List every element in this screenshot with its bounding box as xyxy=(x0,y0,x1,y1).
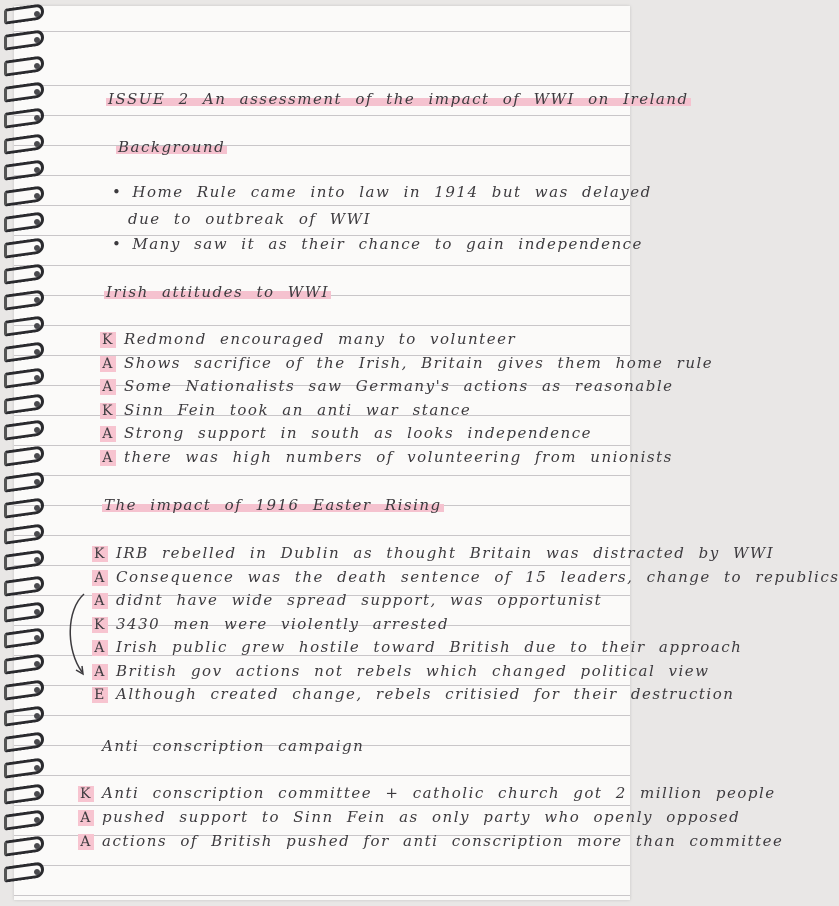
list-item xyxy=(92,638,742,656)
spiral-coil xyxy=(4,682,44,696)
spiral-coil xyxy=(4,6,44,20)
spiral-coil xyxy=(4,734,44,748)
point-text: Some Nationalists saw Germany's actions as reasonable xyxy=(124,377,674,395)
list-item xyxy=(92,544,774,562)
point-text: Shows sacrifice of the Irish, Britain gives them home rule xyxy=(124,353,714,372)
spiral-coil xyxy=(4,266,44,280)
spiral-coil xyxy=(4,578,44,592)
spiral-coil xyxy=(4,188,44,202)
spiral-coil xyxy=(4,786,44,800)
point-text: pushed support to Sinn Fein as only party who openly opposed xyxy=(102,808,741,826)
list-item xyxy=(92,568,839,586)
point-text: Anti conscription committee + catholic church got 2 million people xyxy=(102,784,776,802)
list-item xyxy=(78,784,776,802)
bullet-icon: • xyxy=(112,235,123,253)
spiral-coil xyxy=(4,760,44,774)
spiral-coil xyxy=(4,240,44,254)
list-item xyxy=(92,662,710,680)
point-tag: A xyxy=(92,640,108,656)
point-text: actions of British pushed for anti conscription more than committee xyxy=(102,832,784,850)
point-text: didnt have wide spread support, was opportunist xyxy=(116,591,603,609)
background-bullet-2: • Many saw it as their chance to gain independence xyxy=(112,235,643,253)
background-bullet-1-cont: due to outbreak of WWI xyxy=(128,210,372,228)
point-text: Redmond encouraged many to volunteer xyxy=(124,330,517,348)
spiral-coil xyxy=(4,552,44,566)
easter-heading: The impact of 1916 Easter Rising xyxy=(104,496,442,514)
title xyxy=(106,90,691,108)
spiral-coil xyxy=(4,84,44,98)
list-item xyxy=(92,591,602,609)
spiral-coil xyxy=(4,292,44,306)
spiral-coil xyxy=(4,630,44,644)
title-text: ISSUE 2 An assessment of the impact of WWI on Ireland xyxy=(108,90,689,108)
point-tag: K xyxy=(92,546,108,562)
spiral-coil xyxy=(4,474,44,488)
spiral-coil xyxy=(4,526,44,540)
spiral-coil xyxy=(4,344,44,358)
spiral-coil xyxy=(4,500,44,514)
background-bullet-1: • Home Rule came into law in 1914 but was delayed xyxy=(112,183,652,201)
attitudes-heading: Irish attitudes to WWI xyxy=(106,283,330,301)
spiral-coil xyxy=(4,370,44,384)
spiral-binding xyxy=(0,0,48,906)
spiral-coil xyxy=(4,396,44,410)
list-item xyxy=(92,685,734,703)
spiral-coil xyxy=(4,448,44,462)
point-text: 3430 men were violently arrested xyxy=(116,614,450,633)
list-item xyxy=(100,377,674,395)
point-tag: A xyxy=(100,356,116,372)
point-text: British gov actions not rebels which changed political view xyxy=(116,661,710,680)
spiral-coil xyxy=(4,136,44,150)
point-tag: K xyxy=(100,403,116,419)
point-tag: A xyxy=(92,570,108,586)
point-text: Although created change, rebels critisied for their destruction xyxy=(116,685,735,703)
point-tag: A xyxy=(78,834,94,850)
spiral-coil xyxy=(4,214,44,228)
spiral-coil xyxy=(4,162,44,176)
point-text: there was high numbers of volunteering from unionists xyxy=(124,447,673,466)
point-tag: E xyxy=(92,687,108,703)
spiral-coil xyxy=(4,58,44,72)
list-item xyxy=(78,808,740,826)
background-heading: Background xyxy=(118,138,226,156)
point-text: Irish public grew hostile toward British due to their approach xyxy=(116,638,743,656)
spiral-coil xyxy=(4,422,44,436)
list-item xyxy=(100,448,673,466)
point-text: Strong support in south as looks independence xyxy=(124,424,592,442)
point-text: Consequence was the death sentence of 15 leaders, change to republics xyxy=(116,567,839,586)
list-item xyxy=(100,354,713,372)
point-tag: A xyxy=(100,450,116,466)
list-item xyxy=(100,424,592,442)
point-tag: A xyxy=(100,426,116,442)
point-tag: A xyxy=(92,664,108,680)
spiral-coil xyxy=(4,864,44,878)
spiral-coil xyxy=(4,812,44,826)
list-item xyxy=(78,832,783,850)
list-item xyxy=(92,615,449,633)
spiral-coil xyxy=(4,32,44,46)
spiral-coil xyxy=(4,604,44,618)
point-tag: A xyxy=(92,593,108,609)
point-tag: A xyxy=(100,379,116,395)
conscription-heading: Anti conscription campaign xyxy=(102,737,365,755)
point-tag: K xyxy=(92,617,108,633)
spiral-coil xyxy=(4,656,44,670)
point-text: IRB rebelled in Dublin as thought Britain was distracted by WWI xyxy=(116,544,775,562)
list-item xyxy=(100,330,516,348)
point-tag: A xyxy=(78,810,94,826)
point-tag: K xyxy=(100,332,116,348)
spiral-coil xyxy=(4,838,44,852)
bullet-icon: • xyxy=(112,183,123,201)
point-text: Sinn Fein took an anti war stance xyxy=(124,400,472,419)
spiral-coil xyxy=(4,708,44,722)
curved-arrow-icon xyxy=(62,590,92,680)
point-tag: K xyxy=(78,786,94,802)
spiral-coil xyxy=(4,318,44,332)
spiral-coil xyxy=(4,110,44,124)
list-item xyxy=(100,401,471,419)
